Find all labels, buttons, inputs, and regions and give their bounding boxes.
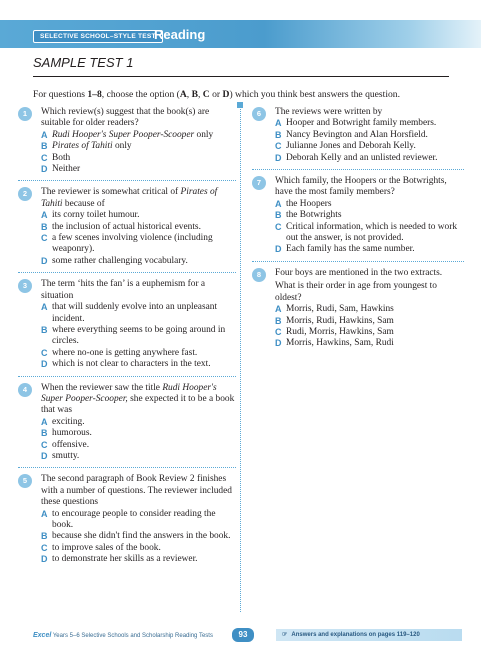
- question-number-badge: 8: [252, 268, 266, 282]
- answer-option[interactable]: A the Hoopers: [275, 198, 332, 209]
- answer-option[interactable]: D Morris, Hawkins, Sam, Rudi: [275, 338, 394, 349]
- question-number-badge: 7: [252, 176, 266, 190]
- answer-option[interactable]: C Rudi, Morris, Hawkins, Sam: [275, 326, 394, 337]
- question-3: [18, 279, 236, 376]
- question-stem: Which family, the Hoopers or the Botwrights, have the most family members?: [275, 176, 447, 198]
- answers-reference: ☞ Answers and explanations on pages 119–120: [276, 629, 462, 641]
- right-column: [252, 107, 464, 361]
- page-footer: [0, 628, 481, 646]
- question-1: [18, 107, 236, 181]
- question-number-badge: 6: [252, 107, 266, 121]
- pointing-hand-icon: ☞: [282, 632, 288, 638]
- page-number: 93: [232, 628, 254, 642]
- question-6: [252, 107, 464, 170]
- book-series-label: Excel Years 5–6 Selective Schools and Scholarship Reading Tests: [33, 632, 213, 639]
- question-8: [252, 268, 464, 355]
- question-7: [252, 176, 464, 262]
- answer-option[interactable]: B Nancy Bevington and Alan Horsfield.: [275, 129, 428, 140]
- answer-option[interactable]: A Rudi Hooper's Super Pooper-Scooper only: [41, 129, 214, 140]
- question-stem: The reviewer is somewhat critical of Pirates of Tahiti because of: [41, 187, 218, 209]
- answer-option[interactable]: A that will suddenly evolve into an unpleasant incident.: [41, 302, 218, 324]
- subject-heading: Reading: [154, 27, 206, 42]
- question-4: [18, 383, 236, 469]
- answer-option[interactable]: D to demonstrate her skills as a reviewer.: [41, 554, 198, 565]
- question-stem: The reviews were written by: [275, 107, 383, 117]
- answer-option[interactable]: A to encourage people to consider reading the book.: [41, 508, 216, 530]
- answer-option[interactable]: A its corny toilet humour.: [41, 210, 140, 221]
- answer-option[interactable]: C Critical information, which is needed to work out the answer, is not provided.: [275, 221, 458, 244]
- answer-option[interactable]: C to improve sales of the book.: [41, 542, 161, 553]
- answer-option[interactable]: B humorous.: [41, 428, 92, 439]
- question-stem: Which review(s) suggest that the book(s) are suitable for older readers?: [41, 107, 210, 129]
- answer-option[interactable]: B because she didn't find the answers in the book.: [41, 531, 231, 542]
- question-number-badge: 5: [18, 474, 32, 488]
- answer-option[interactable]: C where no-one is getting anywhere fast.: [41, 347, 198, 358]
- column-divider: [240, 104, 241, 612]
- answer-option[interactable]: A Morris, Rudi, Sam, Hawkins: [275, 304, 394, 315]
- question-number-badge: 1: [18, 107, 32, 121]
- answer-option[interactable]: D smutty.: [41, 450, 80, 461]
- question-stem: The term ‘hits the fan’ is a euphemism for a situation: [41, 279, 206, 301]
- question-number-badge: 4: [18, 383, 32, 397]
- question-number-badge: 3: [18, 279, 32, 293]
- question-5: [18, 474, 236, 570]
- question-stem-followup: What is their order in age from youngest to oldest?: [275, 281, 437, 303]
- test-type-badge: SELECTIVE SCHOOL–STYLE TEST: [33, 30, 163, 43]
- answer-option[interactable]: D some rather challenging vocabulary.: [41, 255, 188, 266]
- answer-option[interactable]: B where everything seems to be going around in circles.: [41, 324, 226, 347]
- question-stem: When the reviewer saw the title Rudi Hooper's Super Pooper-Scooper, she expected it to be a book that was: [41, 382, 235, 416]
- answer-option[interactable]: D Each family has the same number.: [275, 244, 415, 255]
- question-number-badge: 2: [18, 187, 32, 201]
- question-stem: The second paragraph of Book Review 2 finishes with a number of questions. The reviewer included these questions: [41, 474, 232, 508]
- answer-option[interactable]: B Morris, Rudi, Hawkins, Sam: [275, 315, 394, 326]
- left-column: [18, 107, 236, 577]
- answer-option[interactable]: C a few scenes involving violence (including weaponry).: [41, 233, 213, 255]
- answer-option[interactable]: A exciting.: [41, 416, 85, 427]
- answer-option[interactable]: C offensive.: [41, 439, 90, 450]
- answer-option[interactable]: D Deborah Kelly and an unlisted reviewer.: [275, 152, 438, 163]
- answer-option[interactable]: D which is not clear to characters in the text.: [41, 359, 211, 370]
- answer-option[interactable]: D Neither: [41, 164, 81, 175]
- question-stem: Four boys are mentioned in the two extracts.: [275, 267, 443, 278]
- answer-option[interactable]: C Julianne Jones and Deborah Kelly.: [275, 141, 416, 152]
- answer-option[interactable]: B the Botwrights: [275, 210, 342, 221]
- answer-option[interactable]: C Both: [41, 152, 71, 163]
- answer-option[interactable]: B the inclusion of actual historical events.: [41, 221, 201, 232]
- answer-option[interactable]: B Pirates of Tahiti only: [41, 141, 132, 152]
- instructions: For questions 1–8, choose the option (A, B, C or D) which you think best answers the question.: [33, 89, 400, 100]
- title-divider: [33, 76, 449, 77]
- question-2: [18, 187, 236, 273]
- answer-option[interactable]: A Hooper and Botwright family members.: [275, 118, 437, 129]
- page-title: SAMPLE TEST 1: [33, 55, 134, 70]
